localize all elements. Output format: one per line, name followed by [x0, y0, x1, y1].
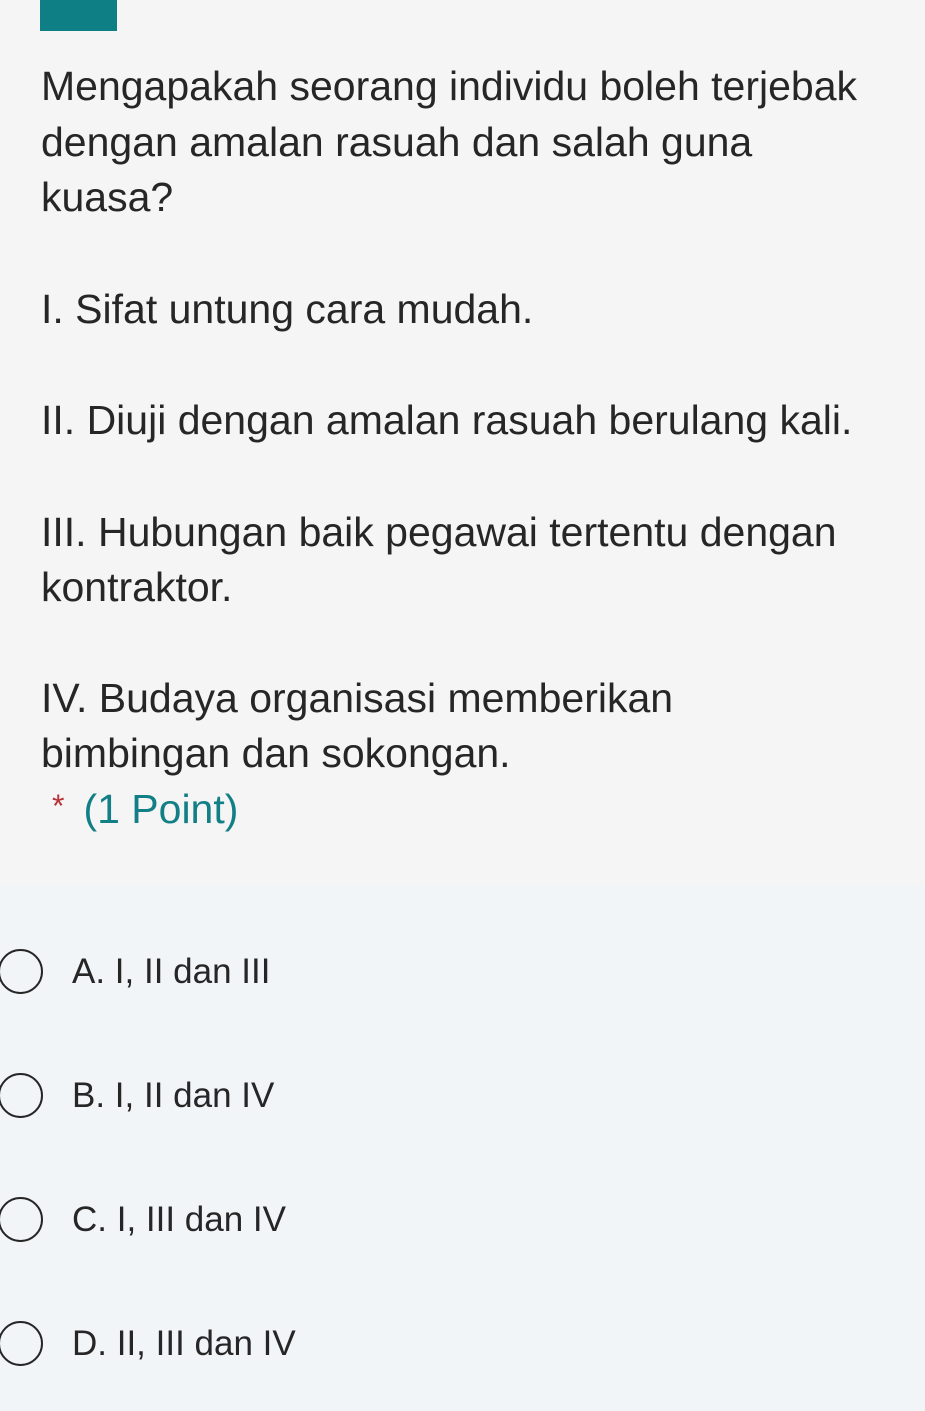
option-a[interactable] [0, 933, 925, 1013]
radio-button-icon[interactable] [0, 949, 43, 994]
option-b[interactable] [0, 1057, 925, 1137]
statement-4-line-2: bimbingan dan sokongan. [41, 730, 511, 776]
question-text-line-1: Mengapakah seorang individu boleh terjebak [41, 63, 858, 109]
points-row [52, 783, 238, 838]
radio-button-icon[interactable] [0, 1197, 43, 1242]
option-c[interactable] [0, 1181, 925, 1261]
statement-3-line-2: kontraktor. [41, 564, 233, 610]
header-tab [40, 0, 117, 31]
option-b-label[interactable]: B. I, II dan IV [72, 1076, 275, 1115]
radio-button-icon[interactable] [0, 1321, 43, 1366]
points-label: (1 Point) [83, 786, 239, 832]
option-d-label[interactable]: D. II, III dan IV [72, 1324, 296, 1363]
statement-4-line-1: IV. Budaya organisasi memberikan [41, 675, 674, 721]
answer-options [0, 886, 925, 1411]
question-text-line-3: kuasa? [41, 174, 174, 220]
statement-1: I. Sifat untung cara mudah. [41, 286, 534, 332]
option-d[interactable] [0, 1305, 925, 1385]
required-marker: * [52, 788, 65, 824]
radio-button-icon[interactable] [0, 1073, 43, 1118]
statement-3-line-1: III. Hubungan baik pegawai tertentu dengan [41, 509, 837, 555]
statement-2: II. Diuji dengan amalan rasuah berulang kali. [41, 397, 853, 443]
option-a-label[interactable]: A. I, II dan III [72, 952, 271, 991]
question-text-line-2: dengan amalan rasuah dan salah guna [41, 119, 753, 165]
option-c-label[interactable]: C. I, III dan IV [72, 1200, 286, 1239]
